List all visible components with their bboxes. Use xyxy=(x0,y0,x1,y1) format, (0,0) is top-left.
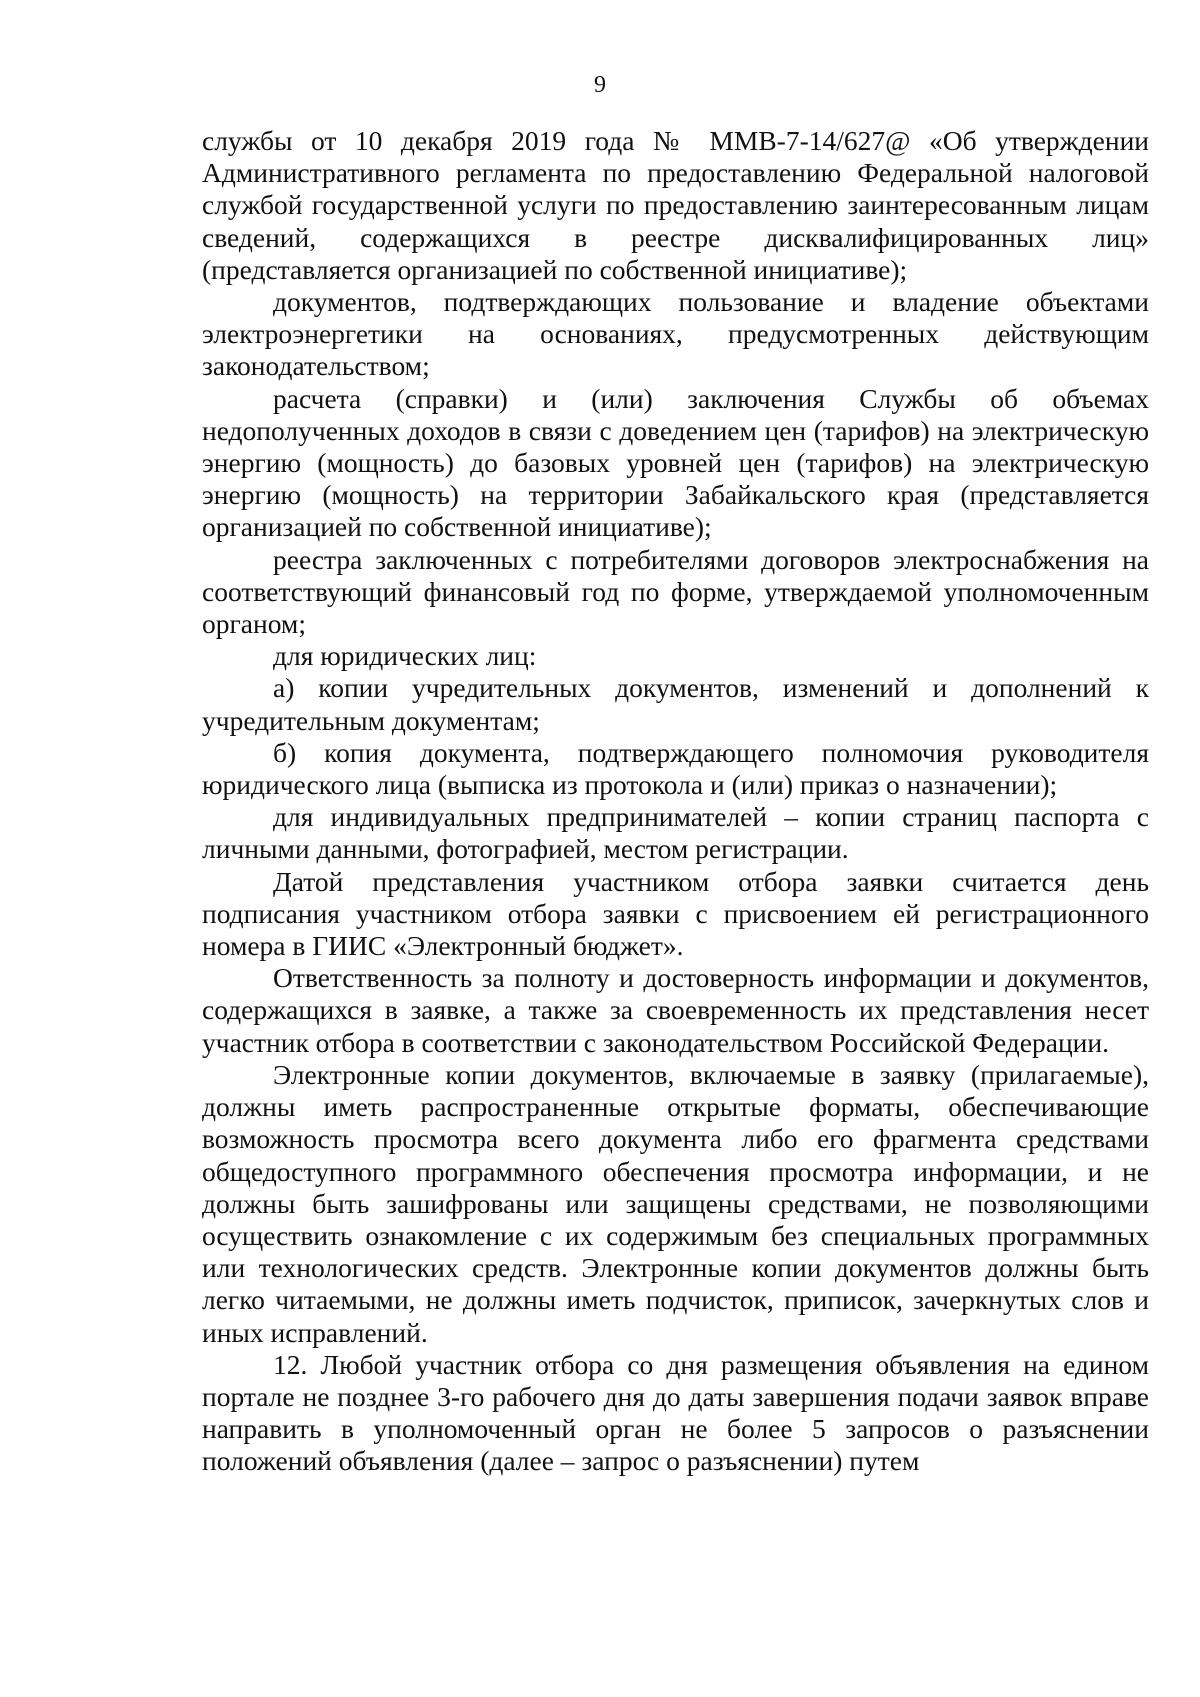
paragraph-item-a: а) копии учредительных документов, изменений и дополнений к учредительным документам; xyxy=(202,672,1149,736)
paragraph-section-12: 12. Любой участник отбора со дня размещения объявления на едином портале не позднее 3-го рабочего дня до даты завершения подачи заявок вправе направить в уполномоченный орган не более 5 запросов о разъяснении положений объявления (далее – запрос о разъяснении) путем xyxy=(202,1348,1149,1477)
paragraph-item-b: б) копия документа, подтверждающего полномочия руководителя юридического лица (выписка из протокола и (или) приказ о назначении); xyxy=(202,736,1149,801)
paragraph-ownership-documents: документов, подтверждающих пользование и владение объектами электроэнергетики на основаниях, предусмотренных действующим законодательством; xyxy=(202,286,1149,382)
paragraph-continuation: службы от 10 декабря 2019 года № ММВ-7-14/627@ «Об утверждении Административного регламента по предоставлению Федеральной налоговой службой государственной услуги по предоставлению заинтересованным лицам сведений, содержащихся в реестре дисквалифицированных лиц» (представляется организацией по собственной инициативе); xyxy=(202,125,1149,285)
paragraph-responsibility: Ответственность за полноту и достоверность информации и документов, содержащихся в заявке, а также за своевременность их представления несет участник отбора в соответствии с законодательством Российской Федерации. xyxy=(202,962,1149,1058)
paragraph-contracts-registry: реестра заключенных с потребителями договоров электроснабжения на соответствующий финансовый год по форме, утверждаемой уполномоченным органом; xyxy=(202,543,1149,640)
document-body xyxy=(202,125,1149,1478)
paragraph-legal-entities: для юридических лиц: xyxy=(273,640,537,672)
paragraph-electronic-copies: Электронные копии документов, включаемые в заявку (прилагаемые), должны иметь распространенные открытые форматы, обеспечивающие возможность просмотра всего документа либо его фрагмента средствами общедоступного программного обеспечения просмотра информации, и не должны быть зашифрованы или защищены средствами, не позволяющими осуществить ознакомление с их содержимым без специальных программных или технологических средств. Электронные копии документов должны быть легко читаемыми, не должны иметь подчисток, приписок, зачеркнутых слов и иных исправлений. xyxy=(202,1058,1149,1348)
paragraph-entrepreneurs: для индивидуальных предпринимателей – копии страниц паспорта с личными данными, фотографией, местом регистрации. xyxy=(202,801,1149,865)
paragraph-calculation: расчета (справки) и (или) заключения Службы об объемах недополученных доходов в связи с доведением цен (тарифов) на электрическую энергию (мощность) до базовых уровней цен (тарифов) на электрическую энергию (мощность) на территории Забайкальского края (представляется организацией по собственной инициативе); xyxy=(202,382,1149,543)
paragraph-submission-date: Датой представления участником отбора заявки считается день подписания участником отбора заявки с присвоением ей регистрационного номера в ГИИС «Электронный бюджет». xyxy=(202,865,1149,962)
page-number: 9 xyxy=(594,72,606,98)
